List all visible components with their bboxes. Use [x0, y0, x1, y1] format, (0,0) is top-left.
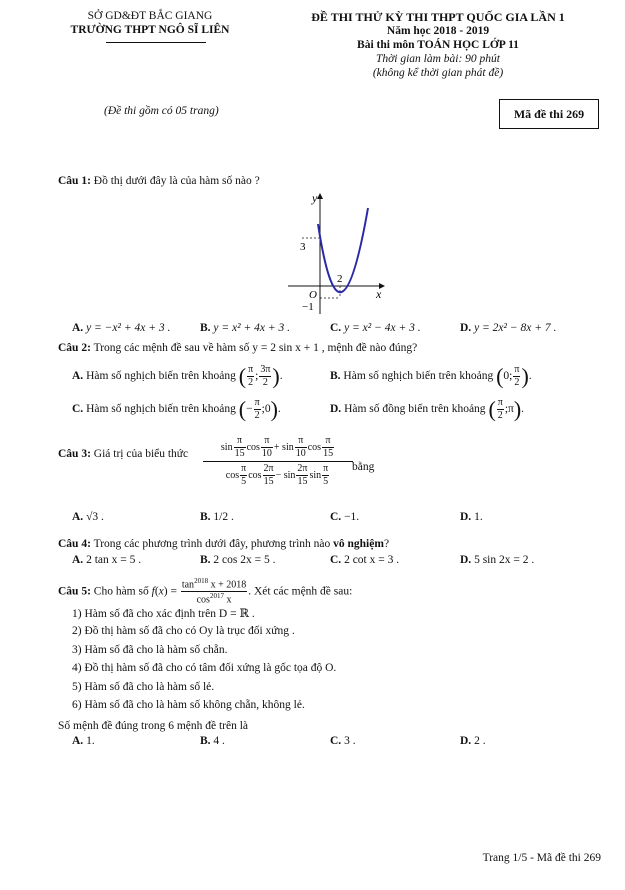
question-1 — [58, 175, 260, 187]
tick-2-label: 2 — [337, 273, 343, 285]
q1-option-a[interactable]: A. y = −x² + 4x + 3 . — [72, 322, 171, 334]
q5-option-b[interactable]: B. 4 . — [200, 735, 225, 747]
q5-option-c[interactable]: C. 3 . — [330, 735, 356, 747]
exam-title: ĐỀ THI THỬ KỲ THI THPT QUỐC GIA LẦN 1 — [311, 10, 565, 24]
q3-option-a[interactable]: A. √3 . — [72, 511, 104, 523]
question-2: Câu 2: Trong các mệnh đề sau về hàm số y = 2 sin x + 1 , mệnh đề nào đúng? — [58, 342, 418, 354]
q4-option-b[interactable]: B. 2 cos 2x = 5 . — [200, 554, 276, 566]
q5-function-fraction: $\frac{\tan^{2018} x + 2018}{\cos^{2017} x}$ — [181, 577, 247, 606]
q2-option-d[interactable]: D. Hàm số đồng biến trên khoảng ( $\frac{\pi}{2}$ ;π). — [330, 396, 525, 422]
school-year: Năm học 2018 - 2019 — [386, 25, 490, 37]
duration-note: (không kể thời gian phát đề) — [372, 67, 504, 79]
q5-statement-5: 5) Hàm số đã cho là hàm số lẻ. — [72, 681, 215, 693]
parabola-graph — [280, 188, 390, 318]
q4-emphasis: vô nghiệm — [333, 538, 384, 550]
school-name: TRƯỜNG THPT NGÔ SĨ LIÊN — [70, 24, 230, 36]
question-4: Câu 4: Trong các phương trình dưới đây, phương trình nào vô nghiệm? — [58, 538, 390, 550]
q4-option-d[interactable]: D. 5 sin 2x = 2 . — [460, 554, 535, 566]
q1-option-c[interactable]: C. y = x² − 4x + 3 . — [330, 322, 421, 334]
y-axis-label: y — [312, 191, 318, 205]
tick-minus1-label: −1 — [302, 301, 314, 313]
q2-option-c[interactable]: C. Hàm số nghịch biến trên khoảng (− $\frac{\pi}{2}$ ;0). — [72, 396, 281, 422]
q3-expression: sin $\frac{\pi}{15}$ cos $\frac{\pi}{10}$ + sin $\frac{\pi}{10}$ cos $\frac{\pi}{15}$ cos $\frac{\pi}{5}$ cos $\frac{2\pi}{15}$ − sin $\frac{2\pi}{15}$ sin $\frac{\pi}{5}$ — [203, 436, 353, 487]
q3-tail: bằng — [352, 461, 375, 473]
q3-option-b[interactable]: B. 1/2 . — [200, 511, 234, 523]
duration: Thời gian làm bài: 90 phút — [375, 53, 501, 65]
department-name: SỞ GD&ĐT BẮC GIANG — [87, 10, 213, 22]
q5-option-d[interactable]: D. 2 . — [460, 735, 486, 747]
q4-option-a[interactable]: A. 2 tan x = 5 . — [72, 554, 142, 566]
page-footer: Trang 1/5 - Mã đề thi 269 — [482, 852, 601, 864]
question-2-text: Trong các mệnh đề sau về hàm số y = 2 sin x + 1 , mệnh đề nào đúng? — [93, 342, 418, 354]
header-divider — [106, 42, 206, 43]
question-5: Câu 5: Cho hàm số f(x) = $\frac{\tan^{2018} x + 2018}{\cos^{2017} x}$ . Xét các mệnh đề sau: — [58, 577, 353, 606]
tick-3-label: 3 — [300, 241, 306, 253]
question-1-label: Câu 1: — [58, 175, 91, 187]
q1-option-b[interactable]: B. y = x² + 4x + 3 . — [200, 322, 290, 334]
q5-statement-2: 2) Đồ thị hàm số đã cho có Oy là trục đối xứng . — [72, 625, 295, 637]
origin-label: O — [309, 289, 317, 301]
subject-title: Bài thi môn TOÁN HỌC LỚP 11 — [357, 39, 519, 51]
q5-question: Số mệnh đề đúng trong 6 mệnh đề trên là — [58, 720, 249, 732]
x-axis-label: x — [376, 287, 382, 301]
exam-code-box — [499, 99, 599, 129]
pages-note: (Đề thi gồm có 05 trang) — [104, 105, 219, 117]
q2-option-b[interactable]: B. Hàm số nghịch biến trên khoảng (0; $\frac{\pi}{2}$ ). — [330, 363, 532, 389]
question-3-text: Giá trị của biểu thức — [93, 448, 189, 460]
parabola-curve — [318, 208, 368, 292]
q5-statement-3: 3) Hàm số đã cho là hàm số chẵn. — [72, 644, 228, 656]
q5-option-a[interactable]: A. 1. — [72, 735, 95, 747]
q4-option-c[interactable]: C. 2 cot x = 3 . — [330, 554, 400, 566]
q1-option-d[interactable]: D. y = 2x² − 8x + 7 . — [460, 322, 557, 334]
question-1-text: Đồ thị dưới đây là của hàm số nào ? — [93, 175, 260, 187]
q5-statement-1: 1) Hàm số đã cho xác định trên D = ℝ . — [72, 608, 255, 620]
q3-option-c[interactable]: C. −1. — [330, 511, 360, 523]
q5-statement-6: 6) Hàm số đã cho là hàm số không chẵn, không lẻ. — [72, 699, 305, 711]
question-3: Câu 3: Giá trị của biểu thức — [58, 448, 189, 460]
q3-option-d[interactable]: D. 1. — [460, 511, 483, 523]
exam-code: Mã đề thi 269 — [513, 107, 585, 121]
q5-statement-4: 4) Đồ thị hàm số đã cho có tâm đối xứng là gốc tọa độ O. — [72, 662, 337, 674]
q2-option-a[interactable]: A. Hàm số nghịch biến trên khoảng ( $\frac{\pi}{2}$ ; $\frac{3\pi}{2}$ ). — [72, 363, 283, 389]
